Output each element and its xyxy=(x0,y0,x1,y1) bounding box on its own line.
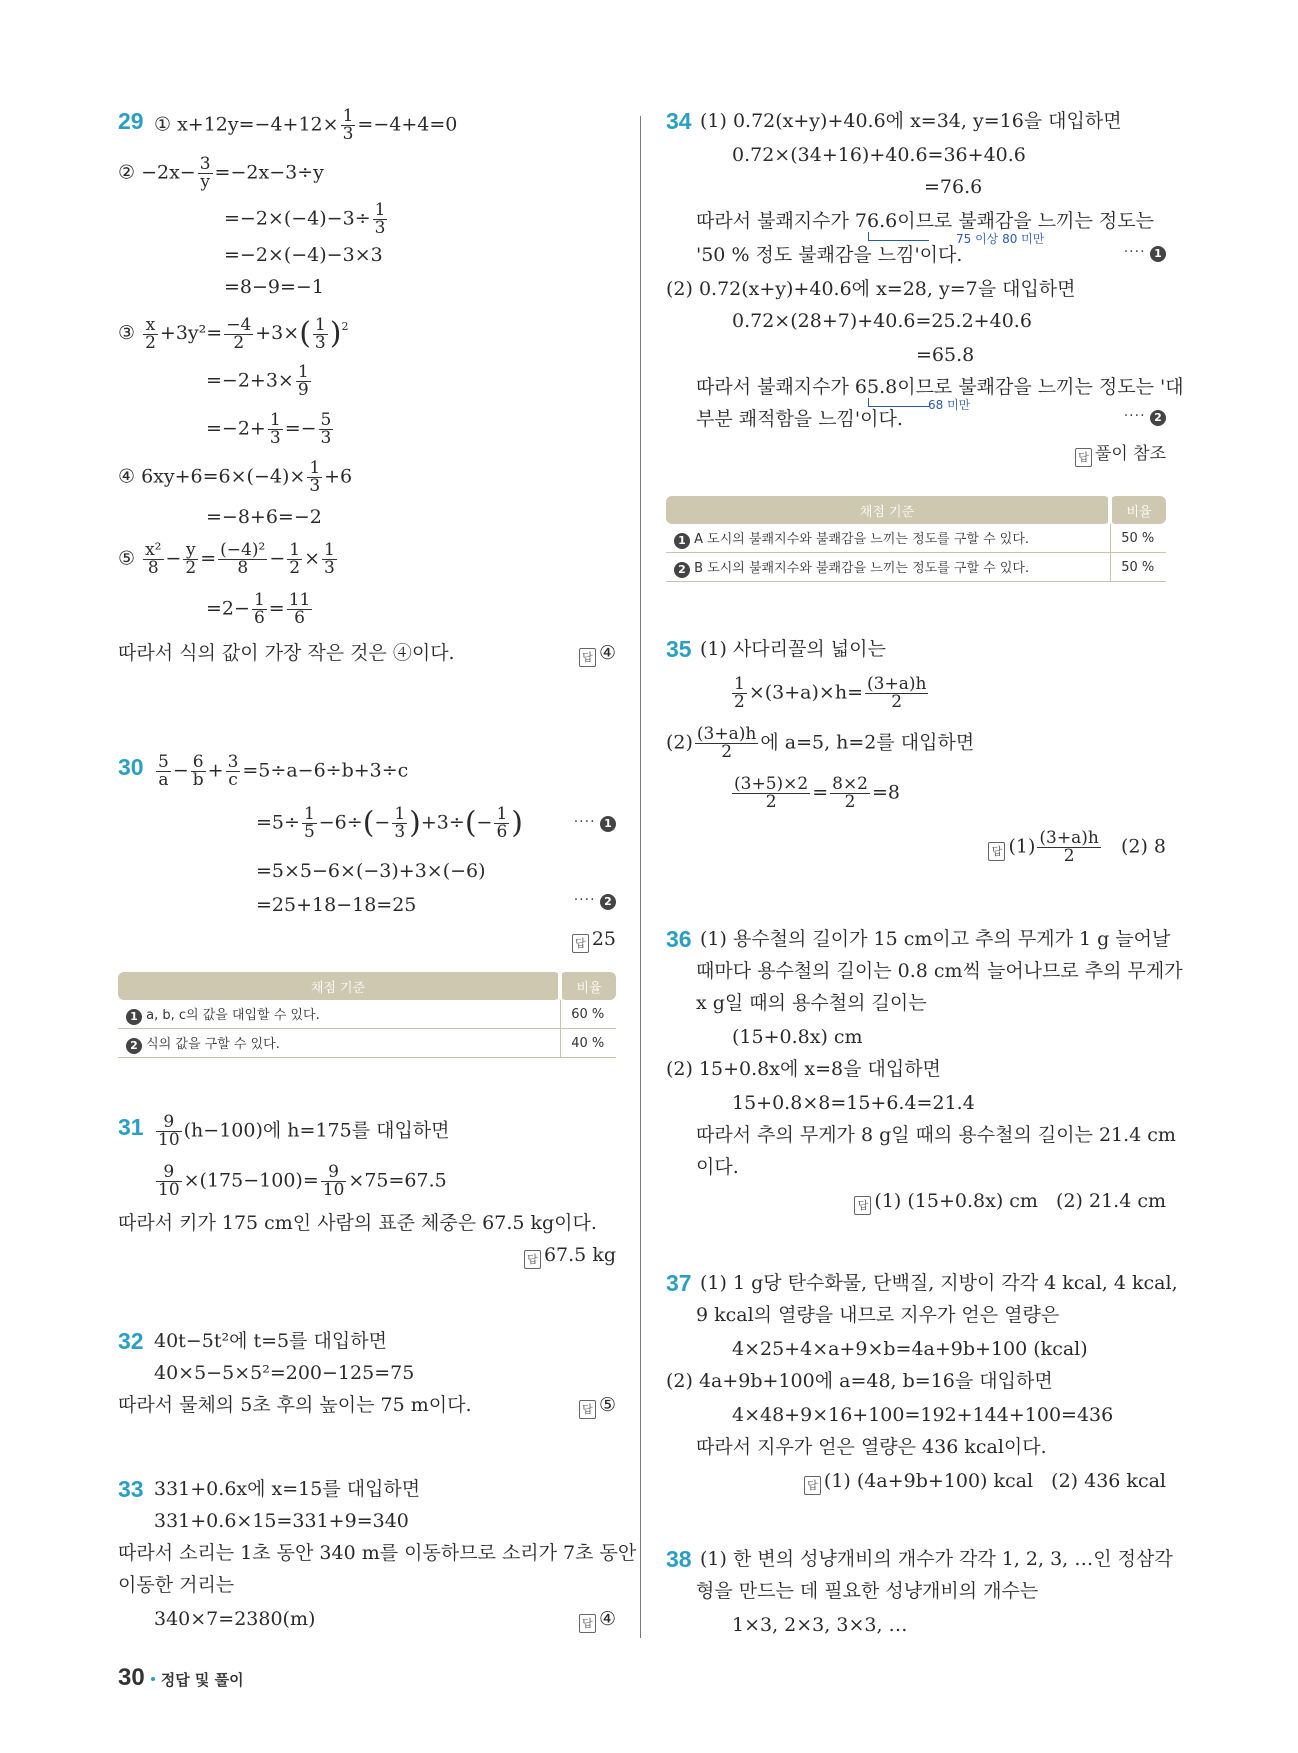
solution-line xyxy=(118,156,324,191)
conclusion: 따라서 물체의 5초 후의 높이는 75 m이다. xyxy=(118,1394,472,1416)
fraction: $\frac{y}{2}$ xyxy=(185,540,197,578)
solution-line: 9 kcal의 열량을 내므로 지우가 얻은 열량은 xyxy=(696,1304,1060,1326)
answer-icon: 답 xyxy=(1075,448,1092,467)
solution-line xyxy=(118,460,352,495)
solution-line: 340×7=2380(m) xyxy=(154,1608,316,1630)
solution-line xyxy=(206,412,335,447)
answer-icon: 답 xyxy=(988,842,1005,861)
solution-line: (2) 4a+9b+100에 a=48, b=16을 대입하면 xyxy=(666,1370,1053,1392)
expr: ×(175−100)= xyxy=(183,1169,319,1192)
answer-icon: 답 xyxy=(804,1476,821,1495)
grading-header-pct: 비율 xyxy=(1110,496,1166,524)
answer-icon: 답 xyxy=(854,1196,871,1215)
grading-header: 채점 기준 xyxy=(666,496,1110,524)
answer-value: (1) (15+0.8x) cm (2) 21.4 cm xyxy=(874,1190,1166,1212)
solution-line: =8−9=−1 xyxy=(224,276,324,298)
solution-line: $\frac{5}{a}$ − $\frac{6}{b}$ + $\frac{3}{c}$ =5÷a−6÷b+3÷c xyxy=(158,752,409,790)
bullet-icon xyxy=(151,1677,155,1681)
solution-line xyxy=(224,202,389,237)
solution-line: x g일 때의 용수철의 길이는 xyxy=(696,992,927,1014)
fraction: $\frac{1}{3}$ xyxy=(323,540,335,578)
solution-line xyxy=(154,108,457,143)
problem-number: 34 xyxy=(666,108,692,134)
fraction: $\frac{1}{3}$ xyxy=(309,458,321,496)
fraction: $\frac{3}{c}$ xyxy=(227,752,239,790)
answer-value: ④ xyxy=(598,642,616,664)
fraction: $\frac{5}{a}$ xyxy=(158,752,169,790)
solution-line: ③ $\frac{x}{2}$ +3y²= $\frac{-4}{2}$ +3×( $\frac{1}{3}$ )$^2$ xyxy=(118,314,349,353)
expr: =−2+ xyxy=(206,417,266,440)
answer-icon: 답 xyxy=(579,648,596,667)
answer xyxy=(524,1242,616,1269)
fraction: $\frac{6}{b}$ xyxy=(192,752,204,790)
solution-line: =76.6 xyxy=(924,176,983,198)
answer xyxy=(572,926,616,953)
solution-line: 따라서 불쾌지수가 65.8이므로 불쾌감을 느끼는 정도는 '대 xyxy=(696,376,1184,398)
fraction: $\frac{(3+a)h}{2}$ xyxy=(696,724,757,762)
table-row: 2 B 도시의 불쾌지수와 불쾌감을 느끼는 정도를 구할 수 있다. 50 % xyxy=(666,553,1166,582)
fraction: $\frac{1}{5}$ xyxy=(303,804,315,842)
table-row: 2 식의 값을 구할 수 있다. 40 % xyxy=(118,1029,616,1058)
problem-number: 37 xyxy=(666,1270,692,1296)
expr: × xyxy=(304,547,320,570)
criterion-pct: 50 % xyxy=(1110,524,1166,553)
solution-line: =65.8 xyxy=(916,344,975,366)
answer xyxy=(579,1606,616,1633)
answer-value: 풀이 참조 xyxy=(1094,444,1166,464)
answer-value: ⑤ xyxy=(598,1394,616,1416)
fraction: $\frac{1}{2}$ xyxy=(289,540,301,578)
fraction: $\frac{(3+5)\times 2}{2}$ xyxy=(734,774,809,812)
fraction: $\frac{9}{10}$ xyxy=(158,1112,180,1150)
solution-line: 1×3, 2×3, 3×3, … xyxy=(732,1614,908,1636)
expr: =−4+4=0 xyxy=(357,113,458,136)
expr: =−2x−3÷y xyxy=(214,161,324,184)
expr: = xyxy=(200,547,217,570)
expr: (2) xyxy=(666,731,693,754)
table-row: 1 A 도시의 불쾌지수와 불쾌감을 느끼는 정도를 구할 수 있다. 50 % xyxy=(666,524,1166,553)
solution-line: 0.72×(34+16)+40.6=36+40.6 xyxy=(732,144,1026,166)
expr: − xyxy=(165,547,182,570)
expr: =− xyxy=(284,417,317,440)
answer-value: (1) xyxy=(1008,835,1036,858)
annotation: 68 미만 xyxy=(928,398,971,412)
answer-icon: 답 xyxy=(572,934,589,953)
solution-line: =5÷ $\frac{1}{5}$ −6÷(− $\frac{1}{3}$ )+3÷(− $\frac{1}{6}$ ) xyxy=(256,804,524,842)
fraction: $\frac{1}{6}$ xyxy=(496,804,508,842)
fraction: $\frac{1}{9}$ xyxy=(297,362,309,400)
answer-icon: 답 xyxy=(579,1614,596,1633)
answer-value: 25 xyxy=(591,928,616,950)
solution-line: (1) 한 변의 성냥개비의 개수가 각각 1, 2, 3, …인 정삼각 xyxy=(700,1548,1173,1570)
fraction: $\frac{(3+a)h}{2}$ xyxy=(1039,828,1099,866)
fraction: $\frac{11}{6}$ xyxy=(288,590,311,628)
solution-line xyxy=(154,1114,450,1149)
fraction: $\frac{(3+a)h}{2}$ xyxy=(867,674,927,712)
fraction: $\frac{9}{10}$ xyxy=(158,1162,180,1200)
solution-line xyxy=(154,1164,447,1199)
solution-line xyxy=(206,364,313,399)
expr: +3× xyxy=(255,322,300,344)
solution-line: 40t−5t²에 t=5를 대입하면 xyxy=(154,1330,387,1352)
solution-line: 15+0.8×8=15+6.4=21.4 xyxy=(732,1092,975,1114)
fraction: $\frac{\text{x²}}{8}$ xyxy=(145,540,162,578)
problem-number: 29 xyxy=(118,108,144,134)
solution-line: (1) 0.72(x+y)+40.6에 x=34, y=16을 대입하면 xyxy=(700,110,1122,132)
conclusion: 따라서 키가 175 cm인 사람의 표준 체중은 67.5 kg이다. xyxy=(118,1212,597,1234)
solution-line: (2) 0.72(x+y)+40.6에 x=28, y=7을 대입하면 xyxy=(666,278,1076,300)
solution-line: 이다. xyxy=(696,1156,739,1178)
fraction: $\frac{1}{3}$ xyxy=(374,200,386,238)
answer xyxy=(988,830,1166,865)
solution-line: (2) 15+0.8x에 x=8을 대입하면 xyxy=(666,1058,941,1080)
solution-line: =5×5−6×(−3)+3×(−6) xyxy=(256,860,486,882)
answer xyxy=(1075,440,1166,467)
fraction: $\frac{3}{y}$ xyxy=(199,154,211,192)
solution-line: 331+0.6×15=331+9=340 xyxy=(154,1510,409,1532)
answer-icon: 답 xyxy=(579,1400,596,1419)
grading-table xyxy=(666,496,1166,582)
solution-line: (1) 용수철의 길이가 15 cm이고 추의 무게가 1 g 늘어날 xyxy=(700,928,1171,950)
page-footer xyxy=(118,1664,244,1692)
grading-table xyxy=(118,972,616,1058)
step-marker-2: ···· 2 xyxy=(1124,408,1166,426)
fraction: $\frac{5}{3}$ xyxy=(320,410,332,448)
fraction: $\frac{-4}{2}$ xyxy=(226,314,252,353)
problem-number: 36 xyxy=(666,926,692,952)
fraction: $\frac{1}{3}$ xyxy=(342,106,354,144)
expr: +3y²= xyxy=(159,322,223,344)
problem-number: 32 xyxy=(118,1328,144,1354)
solution-line: 40×5−5×5²=200−125=75 xyxy=(154,1362,415,1384)
solution-line xyxy=(206,592,314,627)
answer-value: ④ xyxy=(598,1608,616,1630)
step-marker-1: ···· 1 xyxy=(574,814,616,832)
expr: ④ 6xy+6=6×(−4)× xyxy=(118,465,306,488)
solution-line: 4×48+9×16+100=192+144+100=436 xyxy=(732,1404,1114,1426)
step-marker-1: ···· 1 xyxy=(1124,244,1166,262)
expr: =−2×(−4)−3÷ xyxy=(224,207,371,230)
fraction: $\frac{x}{2}$ xyxy=(145,314,156,353)
expr: =−2+3× xyxy=(206,369,294,392)
criterion-text: a, b, c의 값을 대입할 수 있다. xyxy=(146,1007,320,1023)
table-row: 1 a, b, c의 값을 대입할 수 있다. 60 % xyxy=(118,1000,616,1029)
problem-number: 30 xyxy=(118,754,144,780)
criterion-pct: 50 % xyxy=(1110,553,1166,582)
problem-number: 38 xyxy=(666,1546,692,1572)
answer-value: (1) (4a+9b+100) kcal (2) 436 kcal xyxy=(823,1470,1166,1492)
criterion-text: B 도시의 불쾌지수와 불쾌감을 느끼는 정도를 구할 수 있다. xyxy=(694,560,1030,576)
solution-line: 때마다 용수철의 길이는 0.8 cm씩 늘어나므로 추의 무게가 xyxy=(696,960,1183,982)
solution-line: 4×25+4×a+9×b=4a+9b+100 (kcal) xyxy=(732,1338,1088,1360)
expr: − xyxy=(269,547,286,570)
annotation: 75 이상 80 미만 xyxy=(956,232,1045,246)
fraction: $\frac{1}{2}$ xyxy=(734,674,745,712)
solution-line: (15+0.8x) cm xyxy=(732,1026,863,1048)
expr: = xyxy=(812,781,829,804)
solution-line: =−8+6=−2 xyxy=(206,506,322,528)
conclusion: 따라서 소리는 1초 동안 340 m를 이동하므로 소리가 7초 동안 xyxy=(118,1542,637,1564)
annotation-bracket xyxy=(868,232,929,241)
solution-line xyxy=(666,726,974,761)
problem-number: 35 xyxy=(666,636,692,662)
criterion-pct: 40 % xyxy=(560,1029,616,1058)
fraction: $\frac{\text{(−4)²}}{8}$ xyxy=(220,540,266,578)
expr: ③ xyxy=(118,322,136,344)
solution-line xyxy=(118,542,339,577)
solution-line: =−2×(−4)−3×3 xyxy=(224,244,383,266)
expr: = xyxy=(268,597,285,620)
conclusion: 이동한 거리는 xyxy=(118,1574,235,1596)
fraction: $\frac{9}{10}$ xyxy=(322,1162,345,1200)
expr: ×(3+a)×h= xyxy=(748,681,863,704)
solution-line: 331+0.6x에 x=15를 대입하면 xyxy=(154,1478,421,1500)
criterion-pct: 60 % xyxy=(560,1000,616,1029)
conclusion: 따라서 식의 값이 가장 작은 것은 ④이다. xyxy=(118,642,455,664)
answer-value: 67.5 kg xyxy=(543,1244,616,1266)
grading-header: 채점 기준 xyxy=(118,972,560,1000)
solution-line xyxy=(730,676,930,711)
fraction: $\frac{1}{3}$ xyxy=(269,410,281,448)
grading-header-pct: 비율 xyxy=(560,972,616,1000)
answer-icon: 답 xyxy=(524,1250,541,1269)
solution-line: (1) 1 g당 탄수화물, 단백질, 지방이 각각 4 kcal, 4 kcal, xyxy=(700,1272,1178,1294)
expr: ② −2x− xyxy=(118,161,196,184)
expr: =5÷a−6÷b+3÷c xyxy=(242,759,409,782)
fraction: $\frac{1}{3}$ xyxy=(394,804,406,842)
answer xyxy=(579,1392,616,1419)
expr: (h−100)에 h=175를 대입하면 xyxy=(183,1119,450,1142)
solution-line: 형을 만드는 데 필요한 성냥개비의 개수는 xyxy=(696,1580,1039,1602)
solution-line: 따라서 추의 무게가 8 g일 때의 용수철의 길이는 21.4 cm xyxy=(696,1124,1176,1146)
problem-number: 31 xyxy=(118,1114,144,1140)
section-label: 정답 및 풀이 xyxy=(160,1671,244,1689)
expr: ⑤ xyxy=(118,547,136,570)
solution-line: (1) 사다리꼴의 넓이는 xyxy=(700,638,886,660)
solution-line: '50 % 정도 불쾌감을 느낌'이다. xyxy=(696,244,963,266)
answer xyxy=(854,1188,1166,1215)
fraction: $\frac{8\times 2}{2}$ xyxy=(832,774,869,812)
step-marker-2: ···· 2 xyxy=(574,892,616,910)
expr: ×75=67.5 xyxy=(348,1169,447,1192)
solution-line: 0.72×(28+7)+40.6=25.2+40.6 xyxy=(732,310,1032,332)
solution-line: 따라서 지우가 얻은 열량은 436 kcal이다. xyxy=(696,1436,1047,1458)
answer-value: (2) 8 xyxy=(1120,835,1166,858)
expr: =8 xyxy=(872,781,901,804)
solution-line: 따라서 불쾌지수가 76.6이므로 불쾌감을 느끼는 정도는 xyxy=(696,210,1154,232)
problem-number: 33 xyxy=(118,1476,144,1502)
solution-line: 부분 쾌적함을 느낌'이다. xyxy=(696,408,903,430)
expr: +6 xyxy=(324,465,353,488)
fraction: $\frac{1}{6}$ xyxy=(253,590,265,628)
expr: =2− xyxy=(206,597,250,620)
answer xyxy=(804,1468,1166,1495)
fraction: $\frac{1}{3}$ xyxy=(314,314,326,353)
solution-line: =25+18−18=25 xyxy=(256,894,417,916)
expr: 에 a=5, h=2를 대입하면 xyxy=(760,731,975,754)
criterion-text: 식의 값을 구할 수 있다. xyxy=(146,1036,280,1052)
expr: ① x+12y=−4+12× xyxy=(154,113,339,136)
column-divider xyxy=(640,116,641,1638)
answer xyxy=(579,640,616,667)
solution-line xyxy=(730,776,900,811)
page-number: 30 xyxy=(118,1664,145,1691)
criterion-text: A 도시의 불쾌지수와 불쾌감을 느끼는 정도를 구할 수 있다. xyxy=(694,531,1030,547)
